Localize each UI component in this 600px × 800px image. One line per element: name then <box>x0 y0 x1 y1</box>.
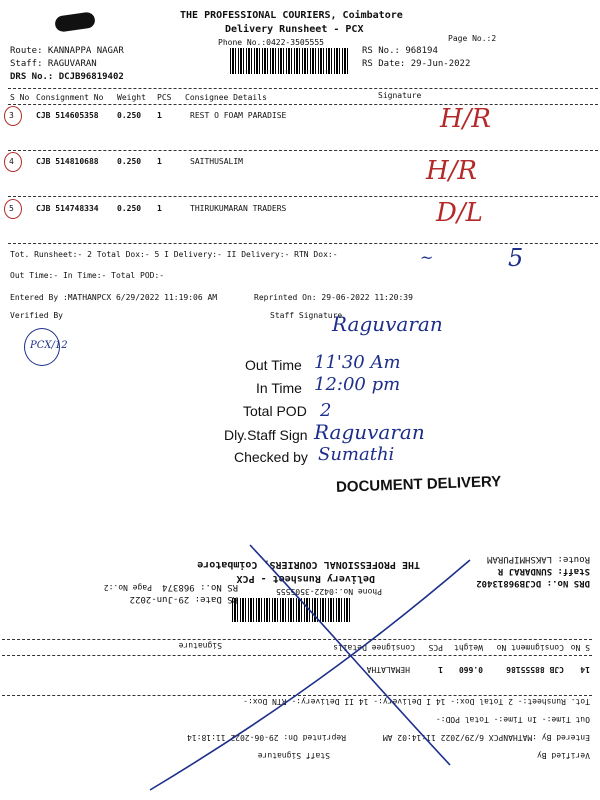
rs-date: RS Date: 29-Jun-2022 <box>129 594 238 604</box>
row-details: REST O FOAM PARADISE <box>190 111 287 120</box>
row-consignment: CJB 88555186 <box>506 665 564 674</box>
checked-by-label: Checked by <box>234 449 308 465</box>
row-status-mark: D/L <box>436 198 483 228</box>
row-details: HEMALATHA <box>366 665 410 674</box>
out-time-value: 11'30 Am <box>314 352 401 373</box>
page-number: Page No.:2 <box>103 583 152 592</box>
staff: Staff: SUNDARAJ R <box>497 566 590 576</box>
verified-by: Verified By <box>10 311 63 320</box>
col-signature: Signature <box>178 641 222 650</box>
route: Route: LAKSHMIPURAM <box>487 554 590 564</box>
company-title: THE PROFESSIONAL COURIERS, Coimbatore <box>197 559 420 570</box>
row-status-mark: H/R <box>440 104 492 134</box>
row-pcs: 1 <box>157 157 162 166</box>
staff-signature-label: Staff Signature <box>270 311 343 320</box>
totals-line: Tot. Runsheet:- 2 Total Dox:- 14 I Delivery:- 14 II Delivery:- RTN Dox:- <box>243 697 590 706</box>
rs-number: RS No.: 968374 <box>162 582 238 592</box>
reprinted-on: Reprinted On: 29-06-2022 11:18:14 <box>187 733 346 742</box>
staff: Staff: RAGUVARAN <box>10 59 97 69</box>
row-pcs: 1 <box>157 111 162 120</box>
circle-stamp-text: PCX/12 <box>30 340 68 351</box>
row-pcs: 1 <box>438 665 443 674</box>
row-details: SAITHUSALIM <box>190 157 243 166</box>
row-pcs: 1 <box>157 204 162 213</box>
col-details: Consignee Details <box>333 643 415 652</box>
col-sno: S No <box>10 93 30 102</box>
row-weight: 0.250 <box>117 111 142 120</box>
reprinted-on: Reprinted On: 29-06-2022 11:20:39 <box>254 293 413 302</box>
checked-by-value: Sumathi <box>318 444 395 465</box>
total-pod-label: Total POD <box>243 403 307 419</box>
row-weight: 0.250 <box>117 204 142 213</box>
row-sno: 14 <box>580 665 590 674</box>
page-number: Page No.:2 <box>448 34 497 43</box>
in-time-value: 12:00 pm <box>314 374 401 395</box>
col-pcs: PCS <box>428 643 443 652</box>
times-line: Out Time:- In Time:- Total POD:- <box>10 271 165 280</box>
in-time-label: In Time <box>256 380 302 396</box>
col-signature: Signature <box>378 91 422 100</box>
col-weight: Weight <box>454 643 483 652</box>
col-consignment: Consignment No <box>496 643 564 652</box>
staff-signature-handwritten: Raguvaran <box>332 312 443 336</box>
row-consignment: CJB 514810688 <box>36 157 99 166</box>
doc-title: Delivery Runsheet - PCX <box>225 24 364 35</box>
row-details: THIRUKUMARAN TRADERS <box>190 204 287 213</box>
verified-by: Verified By <box>537 751 590 760</box>
total-pod-value: 2 <box>320 400 332 421</box>
entered-by: Entered By :MATHANPCX 6/29/2022 11:14:02 AM <box>382 733 590 742</box>
row-consignment: CJB 514748334 <box>36 204 99 213</box>
company-title: THE PROFESSIONAL COURIERS, Coimbatore <box>180 10 403 21</box>
col-weight: Weight <box>117 93 146 102</box>
doc-title: Delivery Runsheet - PCX <box>236 573 375 584</box>
col-details: Consignee Details <box>185 93 267 102</box>
times-line: Out Time:- In Time:- Total POD:- <box>435 715 590 724</box>
rs-number: RS No.: 968194 <box>362 46 438 56</box>
entered-by: Entered By :MATHANPCX 6/29/2022 11:19:06 AM <box>10 293 218 302</box>
phone-number: Phone No.:0422-3505555 <box>218 38 324 47</box>
row-weight: 0.250 <box>117 157 142 166</box>
row-status-mark: H/R <box>426 156 478 186</box>
row-consignment: CJB 514605358 <box>36 111 99 120</box>
dly-staff-sign-label: Dly.Staff Sign <box>224 427 308 443</box>
rs-date: RS Date: 29-Jun-2022 <box>362 59 471 69</box>
row-sno: 4 <box>9 157 14 166</box>
row-sno: 3 <box>9 111 14 120</box>
totals-line: Tot. Runsheet:- 2 Total Dox:- 5 I Delivery:- II Delivery:- RTN Dox:- <box>10 250 338 259</box>
col-pcs: PCS <box>157 93 172 102</box>
phone-number: Phone No.:0422-3505555 <box>276 587 382 596</box>
staff-signature-label: Staff Signature <box>257 751 330 760</box>
dly-staff-sign-value: Raguvaran <box>314 420 425 444</box>
route: Route: KANNAPPA NAGAR <box>10 46 124 56</box>
rtn-dox-handwritten: 5 <box>508 244 524 272</box>
out-time-label: Out Time <box>245 357 302 373</box>
drs-number: DRS No.: DCJB96813402 <box>476 578 590 588</box>
row-sno: 5 <box>9 204 14 213</box>
col-consignment: Consignment No <box>36 93 104 102</box>
document-delivery-stamp: DOCUMENT DELIVERY <box>335 473 502 496</box>
col-sno: S No <box>570 643 590 652</box>
row-weight: 0.660 <box>458 665 483 674</box>
delivery-dash-handwritten: ~ <box>420 248 434 267</box>
drs-number: DRS No.: DCJB96819402 <box>10 72 124 82</box>
